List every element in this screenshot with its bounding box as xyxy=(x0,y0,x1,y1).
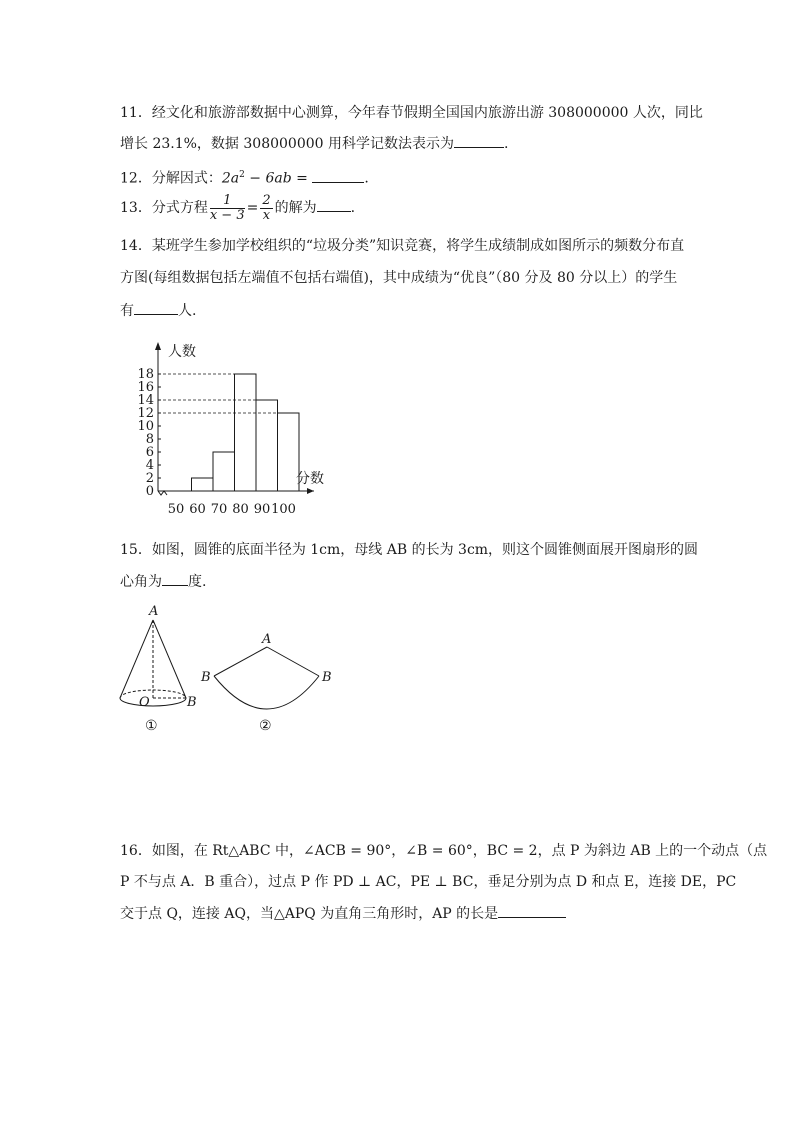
sector-figure xyxy=(200,632,332,734)
x-tick-label: 60 xyxy=(189,502,206,517)
q16-answer-blank[interactable] xyxy=(498,903,566,918)
q16-line3 xyxy=(120,903,566,924)
q11-text: 增长 23.1%，数据 308000000 用科学记数法表示为 xyxy=(120,136,454,152)
sector-label-b-left: B xyxy=(201,670,211,685)
histogram-bar xyxy=(213,452,235,491)
q13-equals: = xyxy=(246,200,259,216)
y-tick-label: 18 xyxy=(137,367,154,382)
q12-exponent: 2 xyxy=(239,170,245,180)
y-axis-label: 人数 xyxy=(168,344,196,360)
figure-2-caption: ② xyxy=(259,718,272,734)
q12-end: . xyxy=(364,170,369,187)
y-axis-arrow xyxy=(155,342,161,350)
x-tick-label: 50 xyxy=(167,502,185,517)
cone-label-a: A xyxy=(149,604,159,619)
sector-right-radius xyxy=(267,647,319,676)
y-tick-label: 6 xyxy=(145,445,154,460)
cone-figures xyxy=(110,600,350,740)
q12-expr-b: − 6ab = xyxy=(244,170,308,187)
q14-line3-b: 人. xyxy=(178,303,197,319)
q15-line2 xyxy=(120,571,206,592)
cone-left-slant xyxy=(120,620,153,698)
q15-answer-blank[interactable] xyxy=(162,571,188,586)
y-tick-label: 4 xyxy=(145,458,154,473)
q11-answer-blank[interactable] xyxy=(454,133,504,148)
sector-arc xyxy=(214,676,319,709)
x-axis-label: 分数 xyxy=(296,471,324,487)
q13-end: . xyxy=(350,200,356,216)
cone-label-o: O xyxy=(139,695,150,710)
x-tick-label: 80 xyxy=(232,502,249,517)
x-tick-label: 90 xyxy=(253,502,271,517)
q12-answer-blank[interactable] xyxy=(312,168,364,183)
q13-lhs-fraction xyxy=(210,194,245,223)
q11-line2 xyxy=(120,133,508,154)
x-tick-label: 100 xyxy=(271,502,296,517)
sector-label-a: A xyxy=(262,632,272,647)
q15-line2-a: 心角为 xyxy=(120,574,162,590)
q12-expr-a: 2a xyxy=(221,170,240,187)
sector-label-b-right: B xyxy=(322,670,332,685)
histogram-chart xyxy=(118,336,358,522)
q15-line2-b: 度. xyxy=(188,574,207,590)
q13-rhs-fraction xyxy=(260,194,272,223)
cone-base-front xyxy=(120,698,186,706)
q15-line1: 15．如图，圆锥的底面半径为 1cm，母线 AB 的长为 3cm，则这个圆锥侧面展开图扇形的圆 xyxy=(120,542,699,558)
q14-line3-a: 有 xyxy=(120,303,134,319)
y-tick-label: 12 xyxy=(137,406,154,421)
histogram-bar xyxy=(192,478,214,491)
cone-label-b: B xyxy=(187,695,197,710)
figure-1-caption: ① xyxy=(145,718,158,734)
q11-end: . xyxy=(504,136,509,152)
cone-right-slant xyxy=(153,620,186,698)
q13-lhs-den: x − 3 xyxy=(209,207,245,223)
y-tick-label: 8 xyxy=(145,432,154,447)
q16-line1: 16．如图，在 Rt△ABC 中，∠ACB = 90°，∠B = 60°，BC = 2，点 P 为斜边 AB 上的一个动点（点 xyxy=(120,843,768,859)
q11-line1: 11．经文化和旅游部数据中心测算，今年春节假期全国国内旅游出游 308000000 人次，同比 xyxy=(120,105,703,121)
q13-prefix: 13．分式方程 xyxy=(120,200,208,216)
q12-prefix: 12．分解因式： xyxy=(120,170,222,187)
q14-line1: 14．某班学生参加学校组织的“垃圾分类”知识竞赛，将学生成绩制成如图所示的频数分布直 xyxy=(120,238,685,254)
x-tick-label: 70 xyxy=(210,502,228,517)
y-tick-label: 14 xyxy=(137,393,154,408)
q13-line xyxy=(120,192,355,224)
q13-lhs-num: 1 xyxy=(210,194,245,209)
q16-line3-text: 交于点 Q，连接 AQ，当△APQ 为直角三角形时，AP 的长是 xyxy=(120,906,499,922)
q14-answer-blank[interactable] xyxy=(134,300,178,315)
q13-rhs-num: 2 xyxy=(262,192,271,208)
q16-line2: P 不与点 A．B 重合），过点 P 作 PD ⊥ AC，PE ⊥ BC，垂足分别为点 D 和点 E，连接 DE，PC xyxy=(120,874,737,890)
y-tick-label: 16 xyxy=(137,380,154,395)
sector-left-radius xyxy=(214,647,267,676)
q13-rhs-den: x xyxy=(262,207,271,223)
axis-break xyxy=(158,491,167,495)
q14-line2: 方图(每组数据包括左端值不包括右端值)，其中成绩为“优良”（80 分及 80 分以上）的学生 xyxy=(120,270,678,286)
cone-figure xyxy=(120,604,197,734)
y-tick-label: 0 xyxy=(145,484,154,499)
y-tick-label: 2 xyxy=(145,471,154,486)
q14-line3 xyxy=(120,300,196,321)
x-axis-arrow xyxy=(307,488,314,494)
histogram-bar xyxy=(256,400,278,491)
q12-line xyxy=(120,165,369,189)
histogram-bar xyxy=(235,374,257,491)
q13-answer-blank[interactable] xyxy=(317,197,351,212)
y-tick-label: 10 xyxy=(137,419,154,434)
q13-suffix: 的解为 xyxy=(274,200,317,216)
